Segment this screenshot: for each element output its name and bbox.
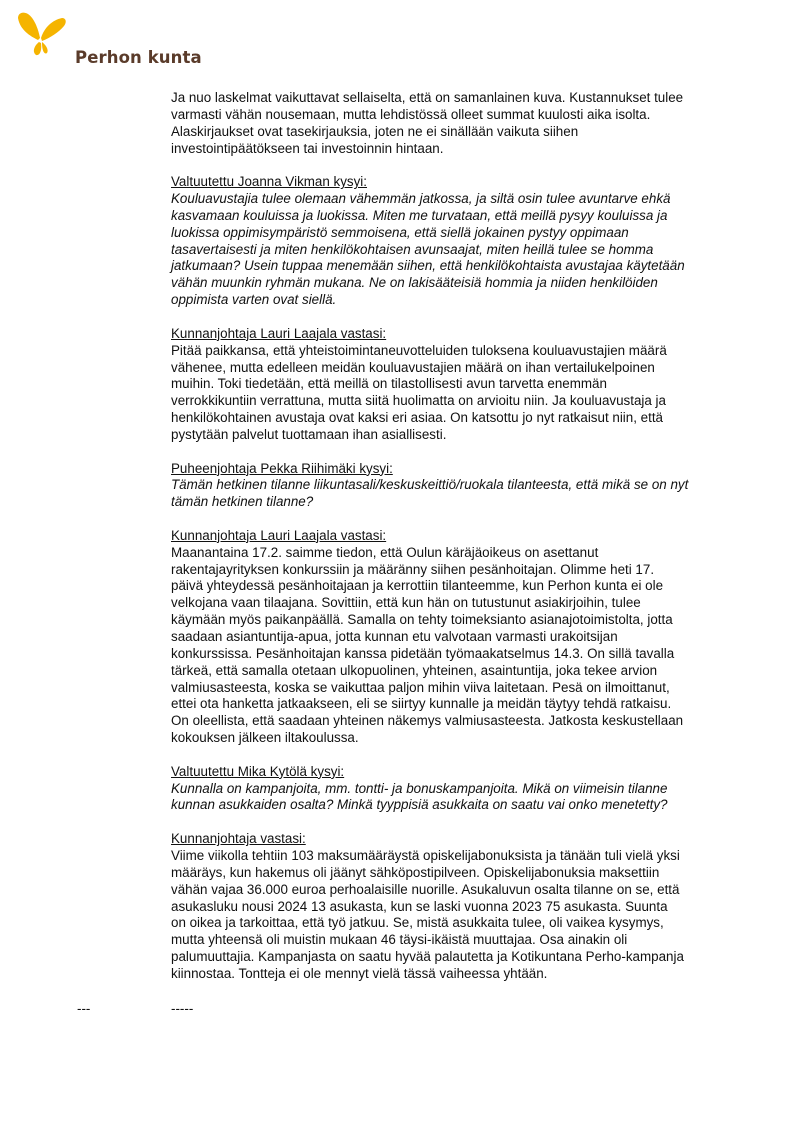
text-line: asukasluku nousi 2024 13 asukasta, kun se laski vuonna 2023 75 asukasta. Suunta <box>171 898 668 914</box>
text-line: palumuuttajia. Kampanjasta on saatu hyvää palautetta ja Kotikuntana Perho-kampanja <box>171 949 684 965</box>
speaker-heading: Valtuutettu Mika Kytölä kysyi: <box>171 763 345 779</box>
text-line: määräys, kun hakemus oli jäänyt sähköpostipilveen. Opiskelijabonuksia maksettiin <box>171 864 660 880</box>
speaker-heading: Kunnanjohtaja vastasi: <box>171 831 306 847</box>
text-line: Maanantaina 17.2. saimme tiedon, että Oulun käräjäoikeus on asettanut <box>171 544 599 560</box>
paragraph-block <box>171 831 741 983</box>
text-line: Alaskirjaukset ovat tasekirjauksia, joten ne ei sinällään vaikuta siihen <box>171 123 579 139</box>
question-text <box>171 191 741 309</box>
text-line: tärkeä, että samalla otetaan ulkopuolinen, yhteinen, asaintuntija, joka tekee arvion <box>171 662 658 678</box>
document-body <box>171 90 741 1000</box>
text-line: kunnan asukkaiden osalta? Minkä tyyppisiä asukkaita on saatu vai onko menetetty? <box>171 797 668 813</box>
paragraph-block <box>171 174 741 309</box>
answer-text <box>171 848 741 983</box>
text-line: vähenee, mutta edelleen meidän kouluavustajien määrä on ihan vertailukelpoinen <box>171 359 655 375</box>
text-line: kasvamaan kouluissa ja luokissa. Miten me turvataan, että meillä pysyy kouluissa ja <box>171 207 668 223</box>
question-text <box>171 781 741 815</box>
paragraph-block <box>171 326 741 444</box>
footer-right-dashes: ----- <box>171 1001 194 1016</box>
header-logo <box>16 10 202 67</box>
answer-text <box>171 545 741 747</box>
text-line: luokissa oppimisympäristö semmoisena, että siellä jokainen pystyy oppimaan <box>171 224 629 240</box>
text-line: saadaan asiantuntija-apua, jotta kunnan etu valvotaan varmasti urakoitsijan <box>171 629 618 644</box>
text-line: pystytään palvelut tuottamaan ihan asiallisesti. <box>171 426 447 442</box>
text-line: Ja nuo laskelmat vaikuttavat sellaiselta, että on samanlainen kuva. Kustannukset tulee <box>171 90 684 105</box>
text-line: vähän vajaa 36.000 euroa perhoalaisille nuorille. Asukaluvun osalta tilanne on se, että <box>171 881 680 897</box>
logo-text: Perhon kunta <box>75 48 202 67</box>
text-line: valmiusasteesta, koska se vaikuttaa paljon mihin viiva laitetaan. Pesä on ilmoittanut, <box>171 679 670 695</box>
text-line: kokouksen jälkeen iltakoulussa. <box>171 730 359 746</box>
text-line: käymään myös paikanpäällä. Samalla on tehty toimeksianto asianajotoimistolta, jotta <box>171 612 673 628</box>
text-line: muihin. Toki tiedetään, että meillä on tilastollisesti avun tarvetta enemmän <box>171 376 607 392</box>
paragraph-block <box>171 90 741 157</box>
text-line: jatkumaan? Usein tuppaa menemään siihen, että henkilökohtaista avustajaa käytetään <box>171 258 685 274</box>
text-line: investointipäätökseen tai investoinnin hintaan. <box>171 140 444 156</box>
text-line: on oikea ja tarkoittaa, että työ jatkuu. Se, mistä asukkaita tulee, oli vaikea kysymys, <box>171 915 664 931</box>
text-line: On oleellista, että saadaan yhteinen näkemys valmiusasteesta. Jatkosta keskustellaan <box>171 713 684 729</box>
question-text <box>171 477 741 511</box>
speaker-heading: Kunnanjohtaja Lauri Laajala vastasi: <box>171 325 387 341</box>
text-line: Tämän hetkinen tilanne liikuntasali/keskuskeittiö/ruokala tilanteesta, että mikä se on nyt <box>171 477 689 493</box>
text-line: mutta yhteensä oli muistin mukaan 46 täysi-ikäistä muuttajaa. Osa ainakin oli <box>171 932 628 948</box>
text-line: Kouluavustajia tulee olemaan vähemmän jatkossa, ja siltä osin tulee avuntarve ehkä <box>171 191 671 207</box>
text-line: konkurssissa. Pesänhoitajan kanssa pidetään työmaakatselmus 14.3. On sillä tavalla <box>171 645 675 661</box>
paragraph-block <box>171 461 741 512</box>
text-line: varmasti vähän nousemaan, mutta lehdistössä olleet summat kuulosti aika isolta. <box>171 106 651 122</box>
paragraph-block <box>171 764 741 815</box>
text-line: tämän hetkinen tilanne? <box>171 494 314 510</box>
text-line: Pitää paikkansa, että yhteistoimintaneuvotteluiden tuloksena kouluavustajien määrä <box>171 342 667 358</box>
text-line: ettei ota hanketta jatkaakseen, eli se siirtyy kunnalle ja meidän täytyy tehdä ratkaisu. <box>171 696 672 712</box>
text-line: henkilökohtainen avustaja ovat kaksi eri asiaa. On katsottu jo nyt ratkaisut niin, että <box>171 410 664 426</box>
butterfly-icon <box>16 10 68 58</box>
paragraph-block <box>171 528 741 747</box>
footer-left-dashes: --- <box>77 1001 91 1016</box>
text-line: vähän muunkin ryhmän mukana. Ne on lakisääteisiä hommia ja niiden henkilöiden <box>171 275 658 291</box>
text-line: Kunnalla on kampanjoita, mm. tontti- ja bonuskampanjoita. Mikä on viimeisin tilanne <box>171 780 668 796</box>
speaker-heading: Valtuutettu Joanna Vikman kysyi: <box>171 174 368 190</box>
answer-text <box>171 343 741 444</box>
text-line: Viime viikolla tehtiin 103 maksumääräystä opiskelijabonuksista ja tänään tuli vielä yksi <box>171 847 680 863</box>
text-line: tasavertaisesti ja miten henkilökohtaisen avunsaajat, miten heillä tulee se homma <box>171 241 654 257</box>
text-line: velkojana vaan tilaajana. Sovittiin, että kun hän on tutustunut asiakirjoihin, tulee <box>171 595 641 611</box>
speaker-heading: Kunnanjohtaja Lauri Laajala vastasi: <box>171 527 387 543</box>
text-line: kiinnostaa. Tontteja ei ole mennyt vielä tässä vaiheessa yhtään. <box>171 965 548 981</box>
text-line: rakentajayrityksen konkurssiin ja määränny siihen pesänhoitajan. Olimme heti 17. <box>171 561 655 577</box>
speaker-heading: Puheenjohtaja Pekka Riihimäki kysyi: <box>171 460 393 476</box>
text-line: verrokkikuntiin verrattuna, mutta siitä huolimatta on arvioitu niin. Ja kouluavustaja ja <box>171 393 666 409</box>
answer-text <box>171 90 741 157</box>
text-line: oppimista varten ovat siellä. <box>171 292 337 308</box>
text-line: päivä yhteydessä pesänhoitajaan ja kerrottiin tilanteemme, kun Perhon kunta ei ole <box>171 578 664 594</box>
